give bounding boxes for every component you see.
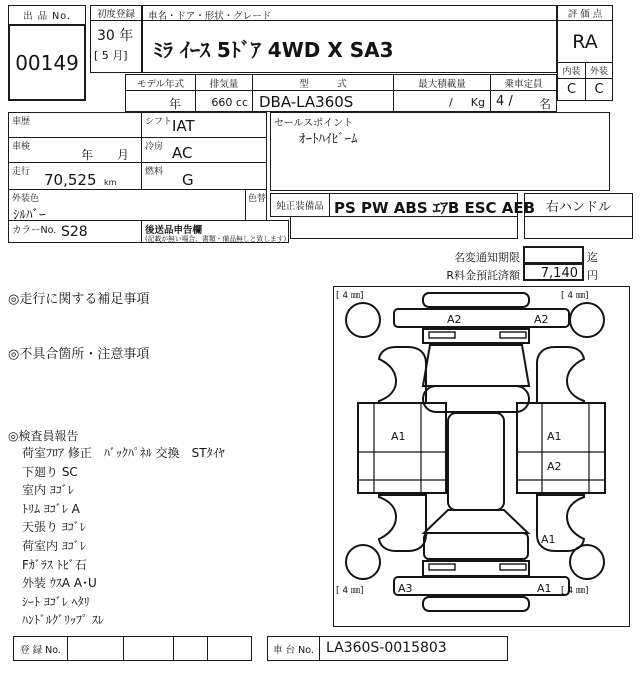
displacement-label: 排気量 bbox=[195, 74, 253, 91]
exterior-color-label: 外装色 bbox=[12, 194, 40, 204]
ac-value: AC bbox=[172, 144, 193, 162]
color-no-value: S28 bbox=[61, 224, 88, 240]
inspector-report-line: ﾊﾝﾄﾞﾙｸﾞﾘｯﾌﾟ ｽﾚ bbox=[22, 613, 104, 628]
chassis-no-label: 車 台 No. bbox=[267, 636, 320, 661]
model-year-value: 年 bbox=[125, 90, 196, 112]
inspector-report-line: ﾄﾘﾑ ﾖｺﾞﾚ A bbox=[22, 501, 80, 516]
damage-mark-front-bumper-right: A2 bbox=[534, 313, 549, 326]
interior-grade-label: 内装 bbox=[557, 62, 586, 79]
side-panels-right bbox=[517, 347, 605, 551]
capacity-cell bbox=[490, 90, 557, 112]
mileage-unit: km bbox=[104, 178, 117, 187]
ac-cell bbox=[141, 137, 267, 163]
damage-mark-right-rear-fender: A1 bbox=[541, 533, 556, 546]
registration-no-cell-2 bbox=[123, 636, 174, 661]
front-bumper-molding bbox=[423, 293, 529, 307]
chassis-no-value: LA360S-0015803 bbox=[319, 636, 508, 661]
inspector-report-line: ｼｰﾄ ﾖｺﾞﾚ ﾍﾀﾘ bbox=[22, 594, 90, 609]
model-year-label: モデル年式 bbox=[125, 74, 196, 91]
front-panel bbox=[423, 329, 529, 343]
ac-label: 冷房 bbox=[145, 142, 164, 152]
mileage-label: 走行 bbox=[12, 167, 31, 177]
first-registration-year: 30 年 bbox=[97, 28, 134, 44]
equipment-value: PS PW ABS ｴｱB ESC AEB bbox=[329, 193, 518, 217]
fuel-value: G bbox=[182, 171, 194, 189]
inspection-label: 車検 bbox=[12, 142, 31, 152]
color-change-cell bbox=[245, 189, 267, 221]
inspector-report-line: 荷室内 ﾖｺﾞﾚ bbox=[22, 538, 86, 553]
inspector-report-list bbox=[22, 444, 332, 630]
exterior-color-cell bbox=[8, 189, 246, 221]
later-items-cell bbox=[141, 220, 289, 243]
rating-value: RA bbox=[557, 20, 613, 63]
vehicle-name-label: 車名・ドア・形状・グレード bbox=[142, 5, 557, 21]
equipment-label: 純正装備品 bbox=[270, 193, 330, 217]
first-registration-cell bbox=[90, 20, 142, 73]
model-code-value: DBA-LA360S bbox=[252, 90, 394, 112]
rear-bumper-molding bbox=[423, 597, 529, 611]
rear-lamp-right bbox=[500, 564, 526, 570]
inspector-report-line: 天張り ﾖｺﾞﾚ bbox=[22, 520, 86, 535]
interior-grade-value: C bbox=[557, 78, 586, 101]
car-top-view bbox=[334, 287, 629, 626]
displacement-value: 660 cc bbox=[195, 90, 253, 112]
equipment-extra-cell bbox=[290, 216, 518, 239]
damage-diagram bbox=[333, 286, 630, 627]
windshield bbox=[423, 386, 529, 412]
shift-cell bbox=[141, 112, 267, 138]
inspector-report-line: 下廻り SC bbox=[22, 464, 78, 479]
tire-front-right bbox=[570, 303, 604, 337]
front-lamp-right bbox=[500, 332, 526, 338]
tire-rear-left bbox=[346, 545, 380, 579]
sales-point-label: セールスポイント bbox=[274, 118, 354, 129]
tread-depth-rear-left: [ 4 ㎜] bbox=[336, 586, 364, 596]
exterior-grade-value: C bbox=[585, 78, 613, 101]
rear-window bbox=[424, 510, 528, 533]
damage-mark-rear-bumper-left: A3 bbox=[398, 582, 413, 595]
name-change-deadline-box bbox=[523, 246, 584, 264]
inspection-value: 年 月 bbox=[80, 148, 129, 162]
inspector-report-line: 荷室ﾌﾛｱ 修正 ﾊﾞｯｸﾊﾟﾈﾙ 交換 STﾀｲﾔ bbox=[22, 446, 225, 460]
max-load-value: / bbox=[449, 96, 453, 109]
inspection-cell bbox=[8, 137, 142, 163]
rear-deck bbox=[424, 533, 528, 559]
max-load-unit: Kg bbox=[470, 96, 485, 109]
damage-mark-rear-bumper-right: A1 bbox=[537, 582, 552, 595]
inspector-report-line: 外装 ｳｽA A･U bbox=[22, 576, 97, 591]
rating-label: 評 価 点 bbox=[557, 5, 613, 21]
model-code-label: 型 式 bbox=[252, 74, 394, 91]
color-no-cell bbox=[8, 220, 142, 243]
mileage-cell bbox=[8, 162, 142, 190]
inspector-report-line: Fｶﾞﾗｽ ﾄﾋﾞ石 bbox=[22, 557, 87, 572]
max-load-cell bbox=[393, 90, 491, 112]
front-lamp-left bbox=[429, 332, 455, 338]
vehicle-name-value: ﾐﾗ ｲｰｽ 5ﾄﾞｱ 4WD X SA3 bbox=[142, 20, 557, 73]
registration-no-cell-3 bbox=[173, 636, 208, 661]
rear-panel bbox=[423, 561, 529, 576]
tread-depth-front-right: [ 4 ㎜] bbox=[561, 291, 589, 301]
capacity-unit: 名 bbox=[538, 97, 551, 111]
registration-no-cell-4 bbox=[207, 636, 252, 661]
inspector-report-title: ◎検査員報告 bbox=[8, 429, 79, 443]
recycle-fee-label: R料金預託済額 bbox=[446, 269, 520, 282]
mileage-value: 70,525 bbox=[44, 171, 97, 189]
sales-point-value: ｵｰﾄﾊｲﾋﾞｰﾑ bbox=[299, 132, 358, 147]
damage-mark-left-front-door: A1 bbox=[391, 430, 406, 443]
exhibit-no-label: 出 品 No. bbox=[8, 5, 86, 25]
fuel-cell bbox=[141, 162, 267, 190]
shift-label: シフト bbox=[145, 117, 173, 127]
registration-no-label: 登 録 No. bbox=[13, 636, 68, 661]
recycle-fee-value: 7,140 bbox=[523, 263, 584, 281]
tread-depth-front-left: [ 4 ㎜] bbox=[336, 291, 364, 301]
name-change-deadline-label: 名変通知期限 bbox=[454, 251, 520, 264]
name-change-deadline-suffix: 迄 bbox=[587, 251, 598, 264]
registration-no-cell-1 bbox=[67, 636, 124, 661]
hood bbox=[423, 345, 529, 386]
tread-depth-rear-right: [ 4 ㎜] bbox=[561, 586, 589, 596]
exterior-grade-label: 外装 bbox=[585, 62, 613, 79]
exhibit-no-value: 00149 bbox=[8, 24, 86, 101]
defects-title: ◎不具合箇所・注意事項 bbox=[8, 347, 150, 362]
roof bbox=[448, 413, 504, 510]
running-notes-title: ◎走行に関する補足事項 bbox=[8, 292, 150, 307]
history-label: 車歴 bbox=[12, 117, 31, 127]
first-registration-label: 初度登録 bbox=[90, 5, 142, 21]
handle-extra-cell bbox=[524, 216, 633, 239]
tire-front-left bbox=[346, 303, 380, 337]
exterior-color-value: ｼﾙﾊﾞｰ bbox=[13, 208, 46, 223]
max-load-label: 最大積載量 bbox=[393, 74, 491, 91]
history-cell bbox=[8, 112, 142, 138]
inspector-report-line: 室内 ﾖｺﾞﾚ bbox=[22, 483, 74, 498]
shift-value: IAT bbox=[172, 117, 195, 135]
damage-mark-front-bumper-left: A2 bbox=[447, 313, 462, 326]
capacity-value: 4 / bbox=[496, 94, 513, 109]
later-items-note: (記載が無い場合、書類・備品無しと致します) bbox=[145, 235, 287, 243]
fuel-label: 燃料 bbox=[145, 167, 164, 177]
damage-mark-right-front-door: A1 bbox=[547, 430, 562, 443]
sales-point-cell bbox=[270, 112, 610, 191]
first-registration-month: [ 5 月] bbox=[94, 49, 128, 62]
damage-mark-right-rear-door: A2 bbox=[547, 460, 562, 473]
color-no-label: カラーNo. bbox=[12, 225, 57, 236]
rear-lamp-left bbox=[429, 564, 455, 570]
color-change-label: 色替 bbox=[248, 194, 267, 204]
steering-position: 右ハンドル bbox=[524, 193, 633, 217]
capacity-label: 乗車定員 bbox=[490, 74, 557, 91]
side-panels-left bbox=[358, 347, 446, 551]
later-items-label: 後送品申告欄 bbox=[145, 225, 203, 236]
recycle-fee-unit: 円 bbox=[587, 269, 598, 282]
